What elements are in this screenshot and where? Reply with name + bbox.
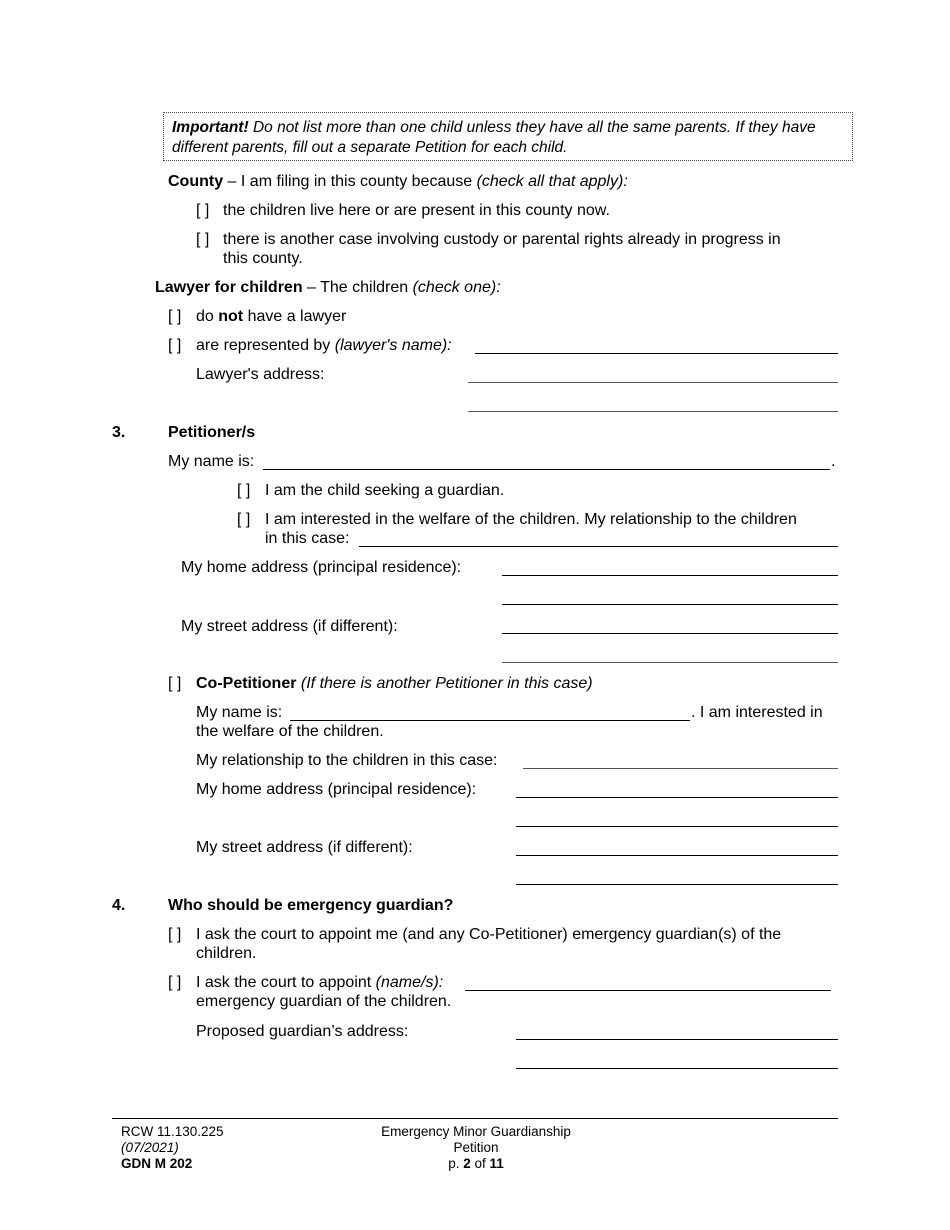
copetitioner-street-label: My street address (if different): (196, 839, 413, 856)
footer-form-id: GDN M 202 (121, 1156, 193, 1171)
lawyer-option-1 (196, 307, 346, 326)
footer-title-1: Emergency Minor Guardianship (381, 1124, 571, 1139)
copetitioner-home-label: My home address (principal residence): (196, 781, 477, 798)
important-notice (163, 112, 853, 161)
copetitioner-street-field-1[interactable] (516, 855, 838, 856)
guardian-option-1a: I ask the court to appoint me (and any Co-Petitioner) emergency guardian(s) of the (196, 926, 782, 943)
petitioner-street-field-2[interactable] (502, 662, 838, 663)
notice-lead: Important! (172, 119, 249, 136)
guardian-opt2-pre: I ask the court to appoint (196, 974, 376, 991)
county-heading (168, 172, 628, 191)
petitioner-option-2a: I am interested in the welfare of the children. My relationship to the children (265, 511, 797, 528)
lawyer-opt1-post: have a lawyer (243, 308, 347, 325)
guardian-address-label: Proposed guardian’s address: (196, 1023, 409, 1040)
county-checkbox-2[interactable]: [ ] (196, 231, 210, 248)
copetitioner-home-field-2[interactable] (516, 826, 838, 827)
copetitioner-interested-b: the welfare of the children. (196, 723, 384, 740)
guardian-opt2-italic: (name/s): (375, 974, 444, 991)
guardian-name-field[interactable] (465, 990, 831, 991)
lawyer-opt1-pre: do (196, 308, 219, 325)
county-instruction: (check all that apply): (476, 173, 628, 190)
lawyer-checkbox-1[interactable]: [ ] (168, 308, 182, 325)
copetitioner-relationship-field[interactable] (523, 768, 838, 769)
petitioner-name-label: My name is: (168, 453, 255, 470)
county-option-1: the children live here or are present in this county now. (223, 202, 610, 219)
footer-divider (112, 1118, 838, 1119)
guardian-address-field-2[interactable] (516, 1068, 838, 1069)
lawyer-address-field-2[interactable] (468, 411, 838, 412)
petitioner-checkbox-2[interactable]: [ ] (237, 511, 251, 528)
copetitioner-note: (If there is another Petitioner in this case) (296, 675, 593, 692)
lawyer-opt2-pre: are represented by (196, 337, 335, 354)
lawyer-opt2-italic: (lawyer's name): (334, 337, 452, 354)
copetitioner-checkbox[interactable]: [ ] (168, 675, 182, 692)
petitioner-option-1: I am the child seeking a guardian. (265, 482, 505, 499)
county-option-2a: there is another case involving custody or parental rights already in progress in (223, 231, 781, 248)
county-text: – I am filing in this county because (223, 173, 477, 190)
lawyer-opt1-bold: not (218, 308, 244, 325)
guardian-checkbox-2[interactable]: [ ] (168, 974, 182, 991)
petitioner-name-field[interactable] (263, 469, 830, 470)
guardian-option-1b: children. (196, 945, 257, 962)
guardian-option-2 (196, 973, 443, 992)
county-label: County (168, 173, 224, 190)
notice-text: Do not list more than one child unless they have all the same parents. If they have different parents, fill out a separate Petition for each child. (172, 119, 816, 156)
copetitioner-name-field[interactable] (290, 720, 690, 721)
petitioner-home-label: My home address (principal residence): (181, 559, 462, 576)
footer-page-total: 11 (489, 1156, 504, 1171)
footer-page-mid: of (470, 1156, 490, 1171)
footer-left (121, 1124, 224, 1172)
copetitioner-interested-a: . I am interested in (691, 704, 823, 721)
lawyer-heading (155, 278, 501, 297)
lawyer-checkbox-2[interactable]: [ ] (168, 337, 182, 354)
guardian-checkbox-1[interactable]: [ ] (168, 926, 182, 943)
guardian-option-2b: emergency guardian of the children. (196, 993, 452, 1010)
lawyer-label: Lawyer for children (155, 279, 303, 296)
petitioner-home-field-2[interactable] (502, 604, 838, 605)
lawyer-instruction: (check one): (412, 279, 501, 296)
section-3-title: Petitioner/s (168, 424, 256, 441)
petitioner-option-2b: in this case: (265, 530, 350, 547)
county-option-2b: this county. (223, 250, 303, 267)
copetitioner-home-field-1[interactable] (516, 797, 838, 798)
footer-page (351, 1156, 601, 1172)
footer-title-2: Petition (453, 1140, 499, 1155)
footer-statute: RCW 11.130.225 (121, 1124, 224, 1139)
section-4-title: Who should be emergency guardian? (168, 897, 454, 914)
footer-page-pre: p. (448, 1156, 464, 1171)
copetitioner-relationship-label: My relationship to the children in this case: (196, 752, 498, 769)
lawyer-option-2 (196, 336, 452, 355)
petitioner-street-label: My street address (if different): (181, 618, 398, 635)
petitioner-relationship-field[interactable] (359, 546, 838, 547)
lawyer-name-field[interactable] (475, 353, 838, 354)
copetitioner-street-field-2[interactable] (516, 884, 838, 885)
section-4-number: 4. (112, 897, 126, 914)
copetitioner-name-label: My name is: (196, 704, 283, 721)
footer-page-num: 2 (463, 1156, 471, 1171)
lawyer-text: – The children (302, 279, 413, 296)
county-checkbox-1[interactable]: [ ] (196, 202, 210, 219)
footer-center (351, 1124, 601, 1172)
footer-date: (07/2021) (121, 1140, 179, 1155)
section-3-number: 3. (112, 424, 126, 441)
lawyer-address-field-1[interactable] (468, 382, 838, 383)
petitioner-home-field-1[interactable] (502, 575, 838, 576)
petitioner-name-period: . (831, 453, 836, 470)
petitioner-street-field-1[interactable] (502, 633, 838, 634)
petitioner-checkbox-1[interactable]: [ ] (237, 482, 251, 499)
copetitioner-label: Co-Petitioner (196, 675, 297, 692)
guardian-address-field-1[interactable] (516, 1039, 838, 1040)
copetitioner-heading (196, 674, 593, 693)
lawyer-address-label: Lawyer's address: (196, 366, 325, 383)
